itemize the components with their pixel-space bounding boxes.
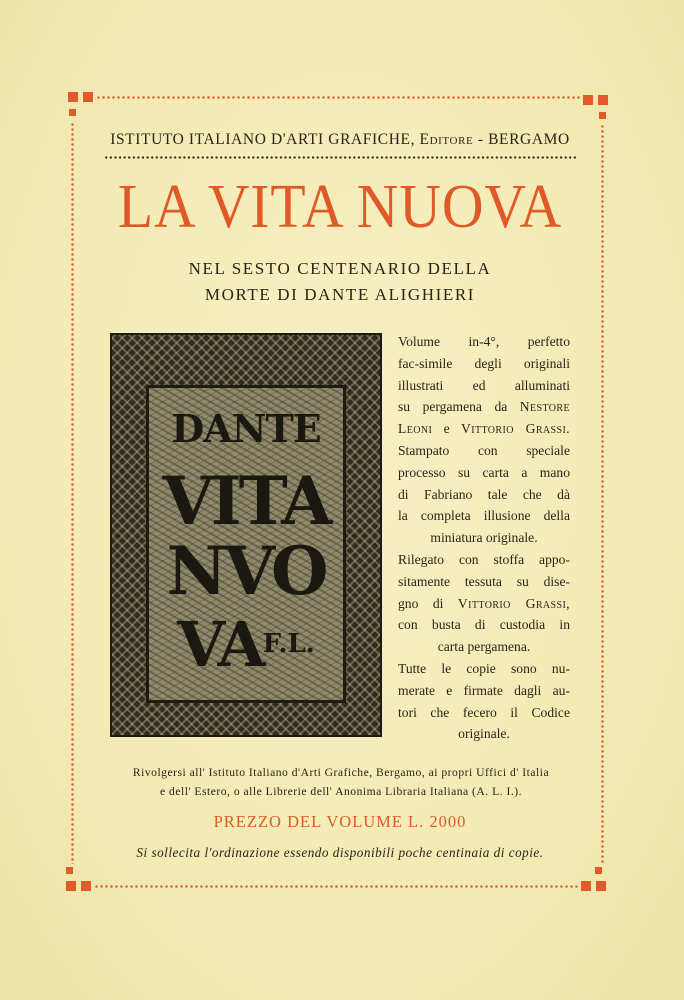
desc-line — [398, 593, 570, 615]
price-line: PREZZO DEL VOLUME L. 2000 — [213, 812, 467, 831]
corner-square — [66, 881, 76, 891]
publisher-line — [104, 131, 576, 149]
desc-line: processo su carta a mano — [398, 464, 570, 480]
corner-square — [66, 867, 73, 874]
publisher-city: BERGAMO — [488, 131, 570, 148]
desc-line: illustrati ed alluminati — [398, 377, 570, 393]
desc-text: e — [443, 421, 450, 437]
desc-name-leoni: Leoni — [398, 421, 433, 437]
book-cover-illustration — [110, 333, 382, 737]
publisher-separator: - — [477, 131, 484, 148]
corner-square — [81, 881, 91, 891]
corner-square — [596, 881, 606, 891]
border-bottom-dots — [94, 885, 579, 888]
cover-word-dante: DANTE — [171, 406, 321, 451]
desc-line: di Fabriano tale che dà — [398, 486, 570, 502]
volume-description — [398, 331, 570, 745]
desc-line: originale. — [458, 726, 510, 742]
cover-panel — [146, 385, 346, 703]
desc-text: gno di — [398, 595, 444, 611]
contact-line-1: Rivolgersi all' Istituto Italiano d'Arti Grafiche, Bergamo, ai propri Uffici d' Italia — [132, 766, 550, 779]
desc-line: con busta di custodia in — [398, 617, 570, 633]
corner-square — [68, 92, 78, 102]
corner-square — [595, 867, 602, 874]
desc-line — [398, 396, 570, 418]
subtitle-line-1: NEL SESTO CENTENARIO DELLA — [188, 259, 492, 278]
corner-square — [83, 92, 93, 102]
subtitle-line-2: MORTE DI DANTE ALIGHIERI — [204, 285, 476, 304]
corner-square — [599, 112, 606, 119]
desc-name-vittorio-grassi: Vittorio Grassi, — [457, 595, 570, 611]
desc-line: Rilegato con stoffa appo- — [398, 551, 570, 567]
contact-line-2: e dell' Estero, o alle Librerie dell' Anonima Libraria Italiana (A. L. I.). — [160, 785, 522, 798]
cover-monogram: F.L. — [262, 629, 315, 659]
corner-square — [583, 95, 593, 105]
desc-name-nestore: Nestore — [519, 399, 570, 415]
corner-square — [69, 109, 76, 116]
cover-word-va-text: VA — [177, 608, 263, 681]
order-note: Si sollecita l'ordinazione essendo disponibili poche centinaia di copie. — [136, 845, 544, 860]
desc-name-vittorio-grassi: Vittorio Grassi. — [461, 421, 570, 437]
desc-line: la completa illusione della — [398, 508, 570, 524]
desc-line: Volume in-4°, perfetto — [398, 334, 570, 349]
cover-word-vita: VITA — [162, 462, 330, 540]
desc-line: sitamente tessuta su dise- — [398, 573, 570, 589]
desc-line: carta pergamena. — [437, 639, 531, 655]
dotted-rule — [104, 156, 576, 159]
desc-line: fac-simile degli originali — [398, 355, 570, 371]
desc-line: Stampato con speciale — [398, 442, 570, 458]
desc-line: merate e firmate dagli au- — [398, 682, 570, 698]
border-left-dots — [71, 122, 74, 864]
publisher-name: ISTITUTO ITALIANO D'ARTI GRAFICHE, — [110, 131, 416, 148]
page-title: LA VITA NUOVA — [117, 173, 563, 241]
border-right-dots — [601, 124, 604, 864]
desc-text: su pergamena da — [398, 399, 508, 415]
desc-line — [398, 418, 570, 440]
desc-line: miniatura originale. — [430, 530, 538, 546]
desc-line: Tutte le copie sono nu- — [398, 660, 570, 676]
cover-word-nvo: NVO — [166, 532, 326, 610]
border-top-dots — [96, 96, 581, 99]
corner-square — [598, 95, 608, 105]
cover-word-va — [149, 608, 343, 681]
corner-square — [581, 881, 591, 891]
desc-line: tori che fecero il Codice — [398, 704, 570, 720]
publisher-role: Editore — [419, 131, 474, 148]
